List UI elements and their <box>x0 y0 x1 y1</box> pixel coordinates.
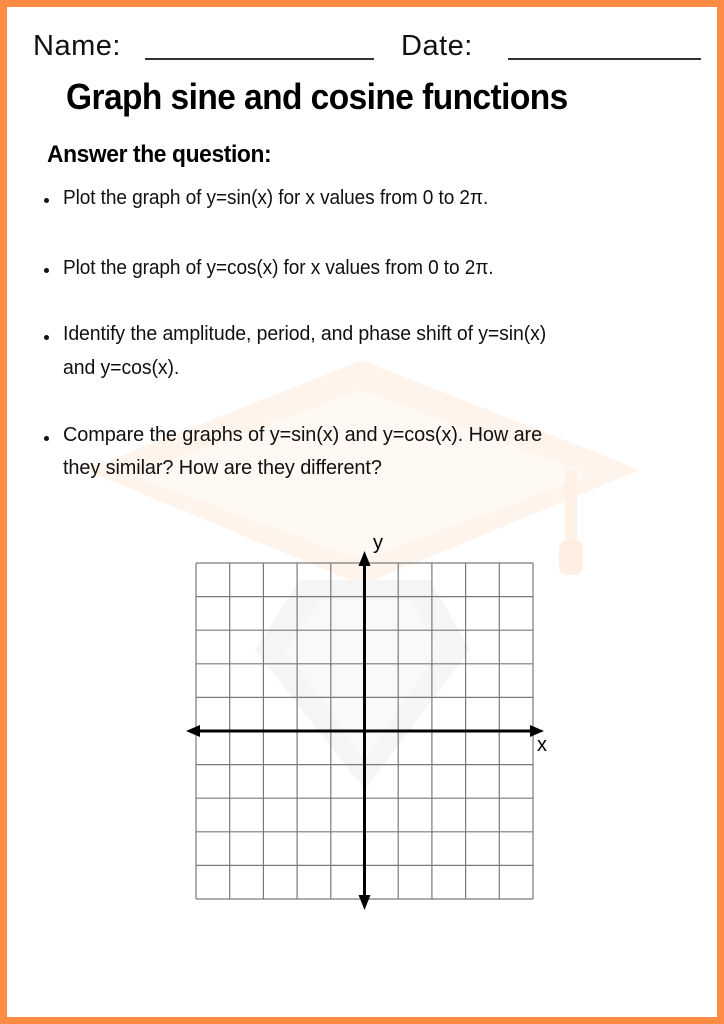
date-label: Date: <box>401 30 473 62</box>
x-axis-label: x <box>537 734 547 756</box>
section-heading: Answer the question: <box>47 141 272 168</box>
y-axis-up-arrow-icon <box>359 551 371 566</box>
x-axis-left-arrow-icon <box>186 725 200 737</box>
question-3-text-line-2: and y=cos(x). <box>63 356 180 379</box>
y-axis-down-arrow-icon <box>359 895 371 910</box>
y-axis-label: y <box>373 532 383 554</box>
question-4-text-line-2: they similar? How are they different? <box>63 456 382 479</box>
question-2-text: Plot the graph of y=cos(x) for x values from 0 to 2π. <box>63 256 494 279</box>
name-label: Name: <box>33 30 121 62</box>
question-4-text-line-1: Compare the graphs of y=sin(x) and y=cos(x). How are <box>63 423 543 446</box>
worksheet-title: Graph sine and cosine functions <box>66 76 568 117</box>
question-3-text-line-1: Identify the amplitude, period, and phase shift of y=sin(x) <box>63 322 547 345</box>
question-1-text: Plot the graph of y=sin(x) for x values from 0 to 2π. <box>63 186 489 209</box>
